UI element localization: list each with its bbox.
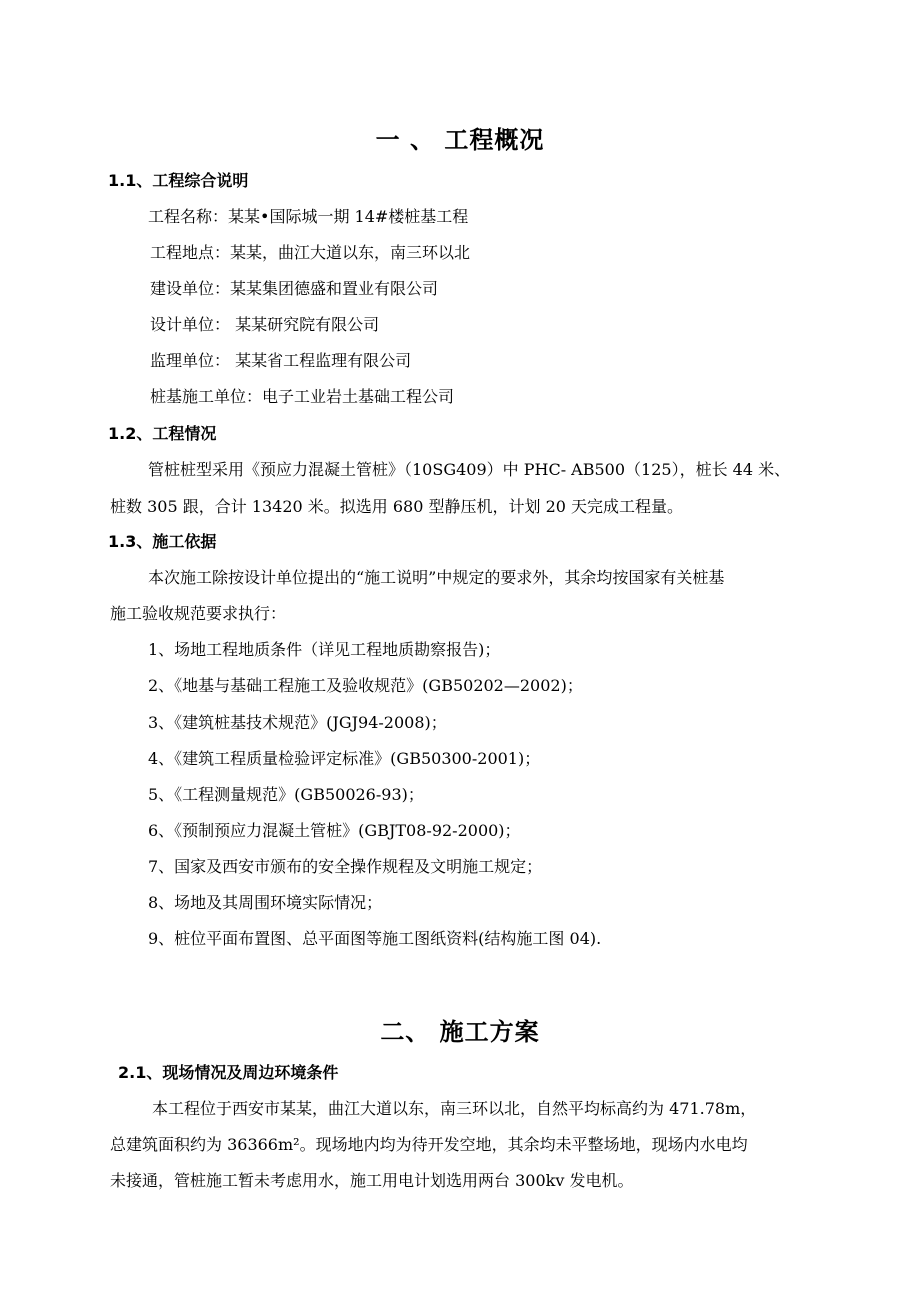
basis-item-4: 4、《建筑工程质量检验评定标准》(GB50300-2001)； <box>148 749 541 768</box>
basis-intro-line-1: 本次施工除按设计单位提出的“施工说明”中规定的要求外，其余均按国家有关桩基 <box>148 568 725 587</box>
basis-item-6: 6、《预制预应力混凝土管桩》(GBJT08-92-2000)； <box>148 821 521 840</box>
heading-1-3: 1.3、施工依据 <box>108 532 217 551</box>
basis-item-3: 3、《建筑桩基技术规范》(JGJ94-2008)； <box>148 713 447 732</box>
basis-item-8: 8、场地及其周围环境实际情况； <box>148 893 383 912</box>
basis-item-7: 7、国家及西安市颁布的安全操作规程及文明施工规定； <box>148 857 543 876</box>
basis-item-5: 5、《工程测量规范》(GB50026-93)； <box>148 785 424 804</box>
project-desc-line-1: 管桩桩型采用《预应力混凝土管桩》（10SG409）中 PHC- AB500（125），桩长 44 米、 <box>148 460 791 479</box>
basis-item-9: 9、桩位平面布置图、总平面图等施工图纸资料(结构施工图 04). <box>148 929 602 948</box>
project-name-line: 工程名称：某某•国际城一期 14#楼桩基工程 <box>148 207 469 226</box>
section-2-title: 二、 施工方案 <box>380 1018 540 1046</box>
supervisor-line: 监理单位： 某某省工程监理有限公司 <box>150 351 412 370</box>
section-1-title: 一 、 工程概况 <box>375 126 545 154</box>
basis-intro-line-2: 施工验收规范要求执行： <box>110 604 287 623</box>
heading-2-1: 2.1、现场情况及周边环境条件 <box>118 1063 339 1082</box>
basis-item-1: 1、场地工程地质条件（详见工程地质勘察报告)； <box>148 640 501 659</box>
heading-1-1: 1.1、工程综合说明 <box>108 171 249 190</box>
heading-1-2: 1.2、工程情况 <box>108 424 217 443</box>
site-desc-line-3: 未接通，管桩施工暂未考虑用水，施工用电计划选用两台 300kv 发电机。 <box>110 1171 634 1190</box>
project-location-line: 工程地点：某某，曲江大道以东，南三环以北 <box>150 243 471 262</box>
site-desc-line-2: 总建筑面积约为 36366m²。现场地内均为待开发空地，其余均未平整场地，现场内水电均 <box>110 1135 748 1154</box>
designer-line: 设计单位： 某某研究院有限公司 <box>150 315 380 334</box>
basis-item-2: 2、《地基与基础工程施工及验收规范》(GB50202—2002)； <box>148 676 583 695</box>
project-desc-line-2: 桩数 305 跟，合计 13420 米。拟选用 680 型静压机，计划 20 天完成工程量。 <box>110 497 684 516</box>
site-desc-line-1: 本工程位于西安市某某，曲江大道以东，南三环以北，自然平均标高约为 471.78m， <box>152 1099 757 1118</box>
pile-contractor-line: 桩基施工单位：电子工业岩土基础工程公司 <box>150 387 455 406</box>
builder-line: 建设单位：某某集团德盛和置业有限公司 <box>150 279 439 298</box>
